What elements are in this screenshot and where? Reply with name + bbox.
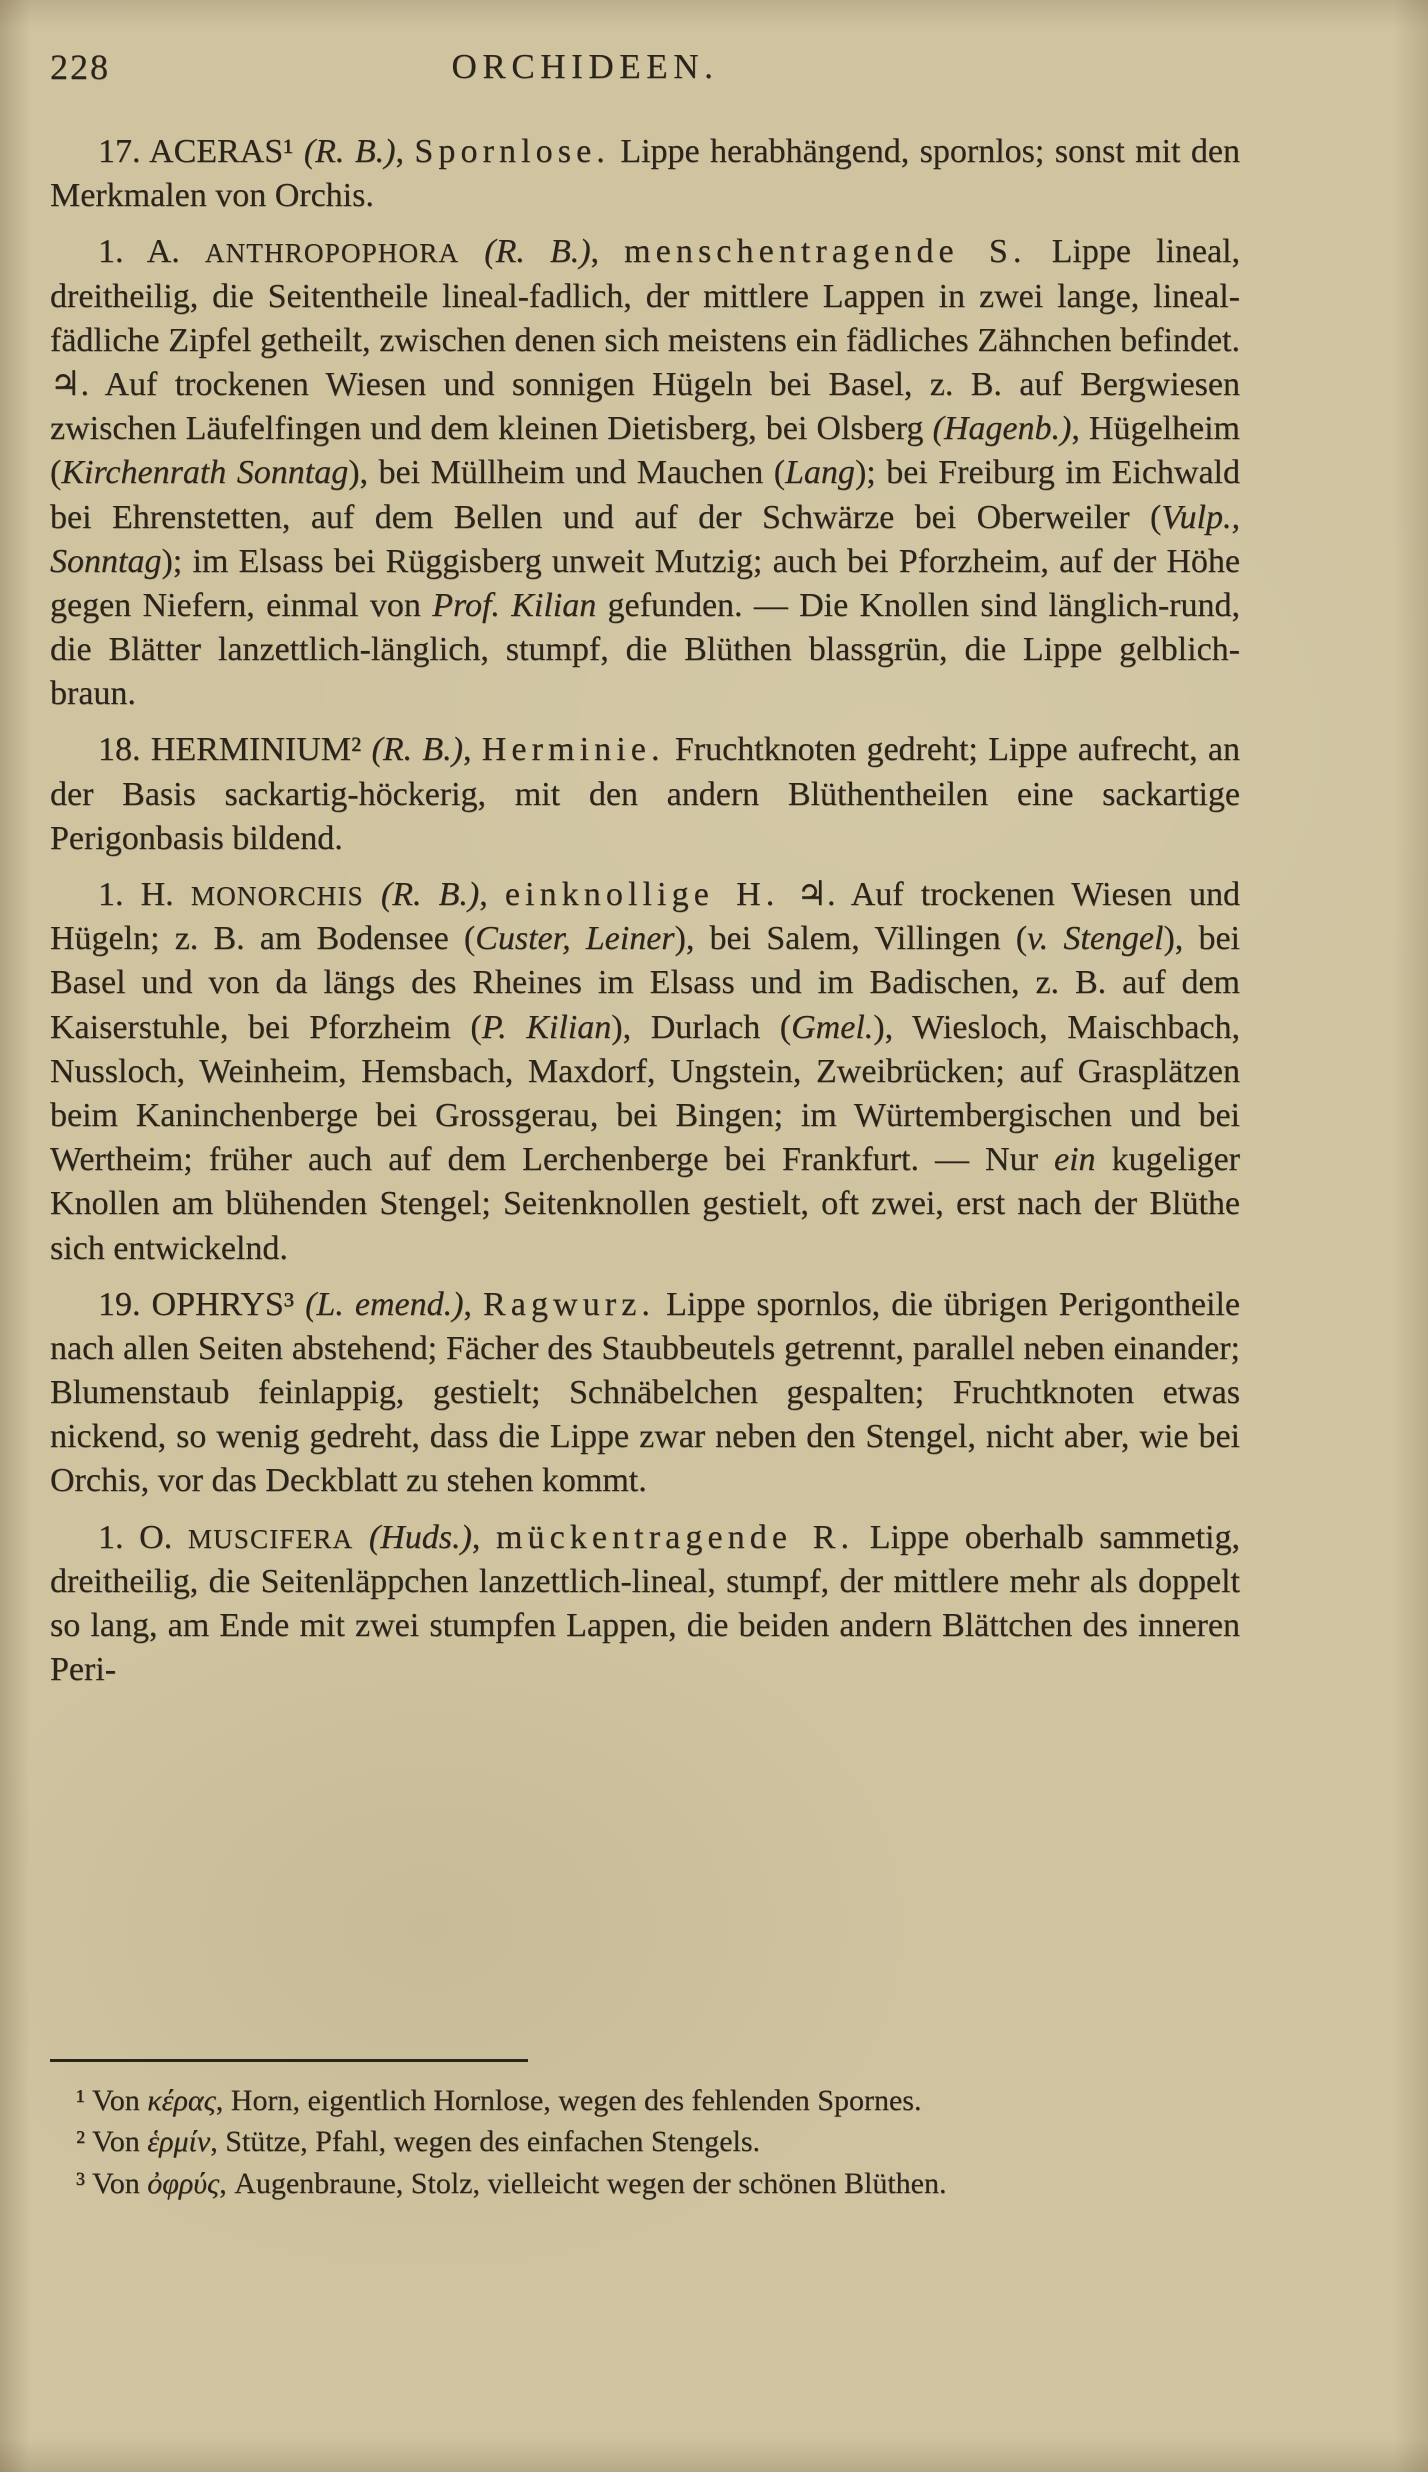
text-segment: ,	[590, 233, 625, 271]
text-segment: ); bei Freiburg im Eichwald bei Ehrenstetten, auf dem Bellen und auf der Schwärze bei Oberweiler (	[50, 454, 1240, 536]
text-segment: ὀφρύς	[147, 2166, 220, 2200]
text-segment: Lippe herabhängend, spornlos; sonst mit den Merkmalen von Orchis.	[50, 133, 1240, 215]
text-segment: (Huds.)	[368, 1518, 472, 1556]
text-segment: ), bei Salem, Villingen (	[674, 920, 1028, 958]
text-segment: 17. ACERAS¹	[98, 133, 304, 170]
paragraph-species-monorchis	[50, 873, 1240, 1271]
text-segment: MONORCHIS	[190, 881, 364, 911]
running-title: ORCHIDEEN.	[451, 47, 719, 86]
text-segment: kugeliger Knollen am blühenden Stengel; Seitenknollen gestielt, oft zwei, erst nach der Blüthe sich entwickelnd.	[50, 1141, 1240, 1267]
page-body	[50, 130, 1240, 1692]
text-segment: , Horn, eigentlich Hornlose, wegen des fehlenden Spornes.	[215, 2083, 922, 2117]
text-segment: ein	[1053, 1141, 1096, 1179]
text-segment: ³ Von	[76, 2166, 148, 2200]
text-segment: ,	[479, 876, 505, 913]
paragraph-species-muscifera	[50, 1516, 1240, 1693]
text-segment: (R. B.)	[380, 876, 480, 913]
text-segment: ♃. Auf trockenen Wiesen und Hügeln; z. B. am Bodensee (	[50, 876, 1240, 958]
whitespace-spacer	[50, 1692, 1240, 2058]
text-segment: P. Kilian	[481, 1008, 612, 1046]
text-segment: κέρας	[147, 2083, 216, 2117]
paragraph-species-anthropophora	[50, 230, 1240, 716]
text-segment: ,	[462, 731, 482, 769]
text-segment: 18. HERMINIUM²	[98, 731, 372, 769]
text-segment: ἑρμίν	[147, 2125, 211, 2159]
text-segment: (R. B.)	[484, 233, 591, 271]
text-segment: (R. B.)	[303, 133, 396, 170]
text-segment: , Stütze, Pfahl, wegen des einfachen Stengels.	[210, 2125, 761, 2159]
footnote-2	[50, 2121, 1240, 2162]
text-segment: Vulp., Sonntag	[50, 498, 1240, 580]
text-segment: Lippe oberhalb sammetig, dreitheilig, die Seitenläppchen lanzettlich-lineal, stumpf, der mittlere mehr als doppelt so lang, am Ende mit zwei stumpfen Lappen, die beiden andern Blättchen des inneren Peri-	[50, 1518, 1240, 1689]
paragraph-heading-18-herminium	[50, 728, 1240, 861]
text-segment: ), Wiesloch, Maischbach, Nussloch, Weinheim, Hemsbach, Maxdorf, Ungstein, Zweibrücken; auf Grasplätzen beim Kaninchenberge bei Grossgerau, bei Bingen; im Würtembergischen und bei Wertheim; früher auch auf dem Lerchenberge bei Frankfurt. — Nur	[50, 1008, 1241, 1179]
text-segment: Lippe lineal, dreitheilig, die Seitentheile lineal-fadlich, der mittlere Lappen in zwei lange, lineal-fädliche Zipfel getheilt, zwischen denen sich meistens ein fädliches Zähnchen befindet. ♃. Auf trockenen Wiesen und sonnigen Hügeln bei Basel, z. B. auf Bergwiesen zwischen Läufelfingen und dem kleinen Dietisberg, bei Olsberg	[50, 233, 1241, 448]
text-segment: (R. B.)	[371, 731, 463, 769]
text-segment: ,	[395, 133, 415, 170]
text-segment: v. Stengel	[1027, 920, 1164, 958]
text-segment: (L. emend.)	[305, 1285, 464, 1323]
text-segment: Spornlose.	[414, 133, 610, 170]
text-segment: ¹ Von	[76, 2083, 148, 2117]
paragraph-heading-19-ophrys	[50, 1283, 1240, 1504]
footnote-1	[50, 2080, 1240, 2121]
page-number: 228	[50, 47, 110, 87]
text-segment: Ragwurz.	[482, 1285, 656, 1323]
text-segment: ), Durlach (	[611, 1008, 792, 1046]
text-segment: Kirchenrath Sonntag	[61, 454, 349, 492]
text-segment: Prof. Kilian	[432, 586, 597, 624]
text-segment: (Hagenb.)	[932, 410, 1072, 448]
text-segment	[364, 876, 381, 913]
text-segment: 1. A.	[98, 233, 205, 271]
paragraph-heading-17-aceras	[50, 130, 1240, 218]
text-segment: ); im Elsass bei Rüggisberg unweit Mutzig; auch bei Pforzheim, auf der Höhe gegen Niefern, einmal von	[50, 542, 1240, 624]
text-segment: Lang	[785, 454, 855, 492]
footnote-3	[50, 2163, 1240, 2204]
footnote-block	[50, 2059, 1240, 2204]
text-segment: Herminie.	[481, 731, 665, 769]
text-segment	[459, 233, 484, 270]
text-segment: , Hügelheim (	[50, 410, 1240, 492]
text-segment: gefunden. — Die Knollen sind länglich-rund, die Blätter lanzettlich-länglich, stumpf, die Blüthen blassgrün, die Lippe gelblich-braun.	[50, 586, 1240, 713]
text-segment: ² Von	[76, 2125, 148, 2159]
text-segment: mückentragende R.	[495, 1518, 855, 1556]
text-segment	[353, 1519, 369, 1556]
text-segment: 1. H.	[98, 876, 191, 913]
text-segment: ,	[463, 1285, 483, 1323]
text-segment: , Augenbraune, Stolz, vielleicht wegen der schönen Blüthen.	[219, 2166, 947, 2200]
text-segment: Fruchtknoten gedreht; Lippe aufrecht, an der Basis sackartig-höckerig, mit den andern Blüthentheilen eine sackartige Perigonbasis bildend.	[50, 731, 1240, 857]
text-segment: ), bei Müllheim und Mauchen (	[348, 454, 786, 492]
text-segment: Lippe spornlos, die übrigen Perigontheile nach allen Seiten abstehend; Fächer des Staubbeutels getrennt, parallel neben einander; Blumenstaub feinlappig, gestielt; Schnäbelchen gespalten; Fruchtknoten etwas nickend, so wenig gedreht, dass die Lippe zwar neben den Stengel, nicht aber, wie bei Orchis, vor das Deckblatt zu stehen kommt.	[50, 1285, 1240, 1500]
footnote-rule	[50, 2059, 528, 2062]
text-segment: 19. OPHRYS³	[98, 1285, 306, 1323]
page-header	[50, 44, 1240, 96]
text-segment: einknollige H.	[504, 876, 780, 913]
text-segment: ), bei Basel und von da längs des Rheines im Elsass und im Badischen, z. B. auf dem Kaiserstuhle, bei Pforzheim (	[50, 920, 1240, 1046]
text-segment: Gmel.	[791, 1008, 874, 1046]
text-segment: ,	[471, 1518, 496, 1556]
text-segment: 1. O.	[98, 1518, 188, 1556]
text-segment: Custer, Leiner	[475, 920, 675, 958]
text-segment: MUSCIFERA	[187, 1523, 354, 1554]
text-segment: menschentragende S.	[624, 233, 1027, 271]
text-segment: ANTHROPOPHORA	[204, 238, 460, 269]
